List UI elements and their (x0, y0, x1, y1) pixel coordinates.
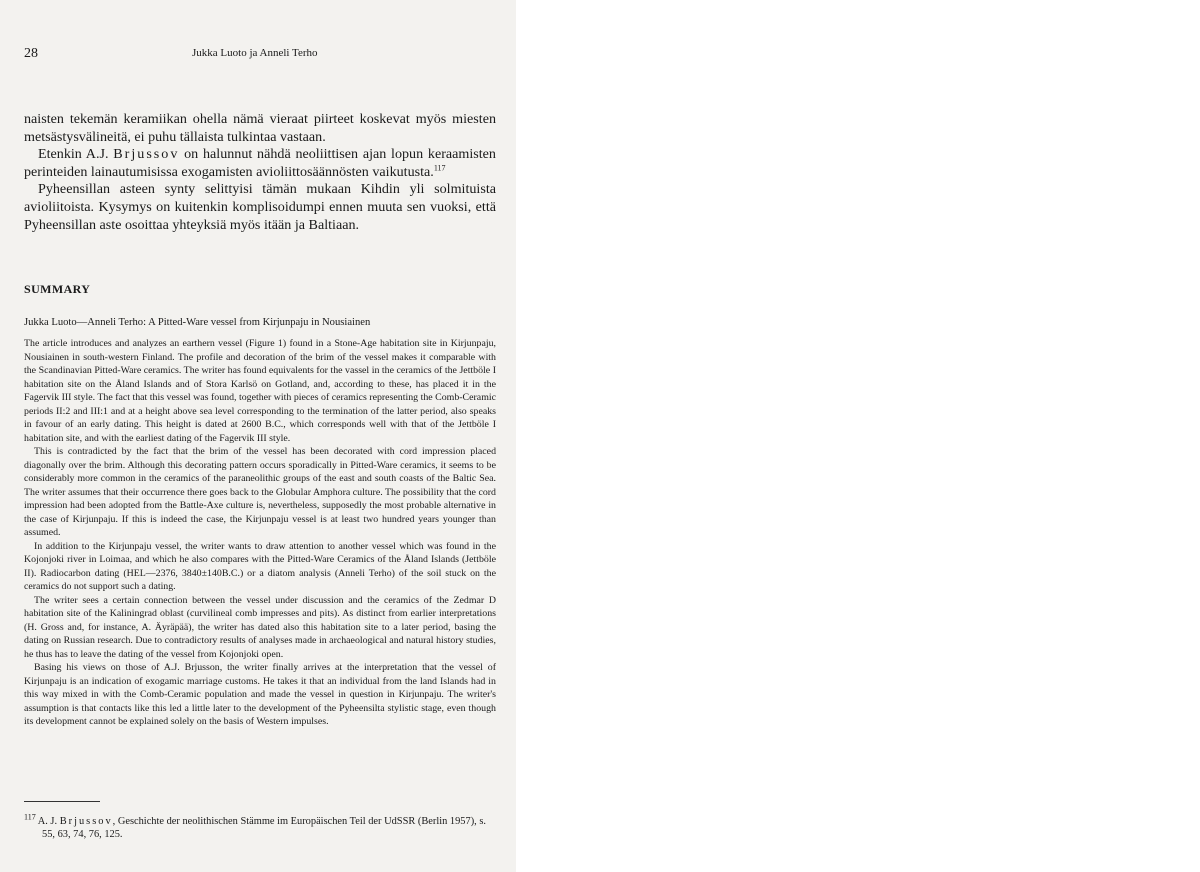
footnote-reference: 117 (433, 163, 446, 173)
body-paragraph-2-start: Etenkin A.J. (38, 146, 114, 163)
summary-paragraph-1: The article introduces and analyzes an earthern vessel (Figure 1) found in a Stone-Age habitation site in Kirjunpaju, Nousiainen in south-western Finland. The profile and decoration of the brim of the vessel makes it comparable with the Scandinavian Pitted-Ware ceramics. The writer has found equivalents for the vassel in the ceramics of the Jettböle I habitation site on the Åland Islands and of Stora Karlsö on Gotland, and, according to these, has placed it in the Fagervik III style. The fact that this vessel was found, together with pieces of ceramics representing the Comb-Ceramic periods II:2 and III:1 and at a height above sea level corresponding to the termination of the latter period, also speaks in favour of an early dating. This height is dated at 2600 B.C., which corresponds well with that of the Jettböle I habitation site, and with the earliest dating of the Fagervik III style. (24, 338, 496, 444)
footnote-text (24, 812, 496, 841)
running-head: Jukka Luoto ja Anneli Terho (192, 47, 318, 59)
page-number: 28 (24, 46, 38, 61)
body-paragraph-1: naisten tekemän keramiikan ohella nämä vieraat piirteet koskevat myös miesten metsästysvälineitä, ei puhu tällaista tulkintaa vastaan. (24, 111, 496, 145)
footnote (24, 812, 496, 841)
body-text (24, 111, 496, 234)
body-paragraph-2 (24, 146, 496, 181)
summary-title: Jukka Luoto—Anneli Terho: A Pitted-Ware vessel from Kirjunpaju in Nousiainen (24, 317, 371, 328)
author-name-spaced: Brjussov (113, 146, 180, 163)
footnote-citation: , Geschichte der neolithischen Stämme im Europäischen Teil der UdSSR (Berlin 1957), s. 55, 63, 74, 76, 125. (42, 816, 486, 840)
body-paragraph-3: Pyheensillan asteen synty selittyisi tämän mukaan Kihdin yli solmituista avioliitoista. Kysymys on kuitenkin komplisoidumpi ennen muuta sen vuoksi, että Pyheensillan aste osoittaa yhteyksiä myös itään ja Baltiaan. (24, 181, 496, 233)
page-header (24, 46, 504, 62)
summary-paragraph-3: In addition to the Kirjunpaju vessel, the writer wants to draw attention to another vessel which was found in the Kojonjoki river in Loimaa, and which he also compares with the Pitted-Ware Ceramics of the Åland Islands (Jettböle II). Radiocarbon dating (HEL—2376, 3840±140B.C.) or a diatom analysis (Anneli Terho) of the soil stuck on the ceramics do not support such a dating. (24, 540, 496, 592)
footnote-number: 117 (24, 812, 36, 822)
summary-text (24, 337, 496, 729)
summary-paragraph-2: This is contradicted by the fact that the brim of the vessel has been decorated with cord impression placed diagonally over the brim. Although this decorating pattern occurs sporadically in Pitted-Ware ceramics, it seems to be considerably more common in the ceramics of the paraneolithic groups of the east and south coasts of the Baltic Sea. The writer assumes that their occurrence there goes back to the Globular Amphora culture. The possibility that the cord impression had been adopted from the Battle-Axe culture is, nevertheless, supposedly the most probable alternative in the case of Kirjunpaju. If this is indeed the case, the Kirjunpaju vessel is at least two hundred years younger than assumed. (24, 446, 496, 538)
summary-heading: SUMMARY (24, 282, 91, 296)
body-paragraph-2-end: on halunnut nähdä neoliittisen ajan lopun keraamisten perinteiden lainautumisissa exogamisten avioliittosäännösten vaikutusta. (24, 146, 496, 180)
book-page (0, 0, 516, 872)
summary-paragraph-4: The writer sees a certain connection between the vessel under discussion and the ceramics of the Zedmar D habitation site of the Kaliningrad oblast (curvilineal comb impresses and pits). As distinct from earlier interpretations (H. Gross and, for instance, A. Äyräpää), the writer has dated also this habitation site to a later period, basing the dating on Russian research. Due to contradictory results of analyses made in archaeological and natural history studies, he thus has to leave the dating of the vessel from Kojonjoki open. (24, 594, 496, 660)
footnote-divider (24, 801, 100, 802)
footnote-author-initials: A. J. (37, 816, 60, 827)
footnote-author-surname: Brjussov (59, 816, 113, 827)
blank-facing-area (516, 0, 1200, 872)
summary-paragraph-5: Basing his views on those of A.J. Brjusson, the writer finally arrives at the interpretation that the vessel of Kirjunpaju is an indication of exogamic marriage customs. He takes it that an individual from the land Islands had in this way mixed in with the Comb-Ceramic population and made the vessel in question in Kirjunpaju. The writer's assumption is that contacts like this led a little later to the development of the Pyheensilta stylistic stage, even though its development cannot be explained solely on the basis of Western impulses. (24, 662, 496, 727)
